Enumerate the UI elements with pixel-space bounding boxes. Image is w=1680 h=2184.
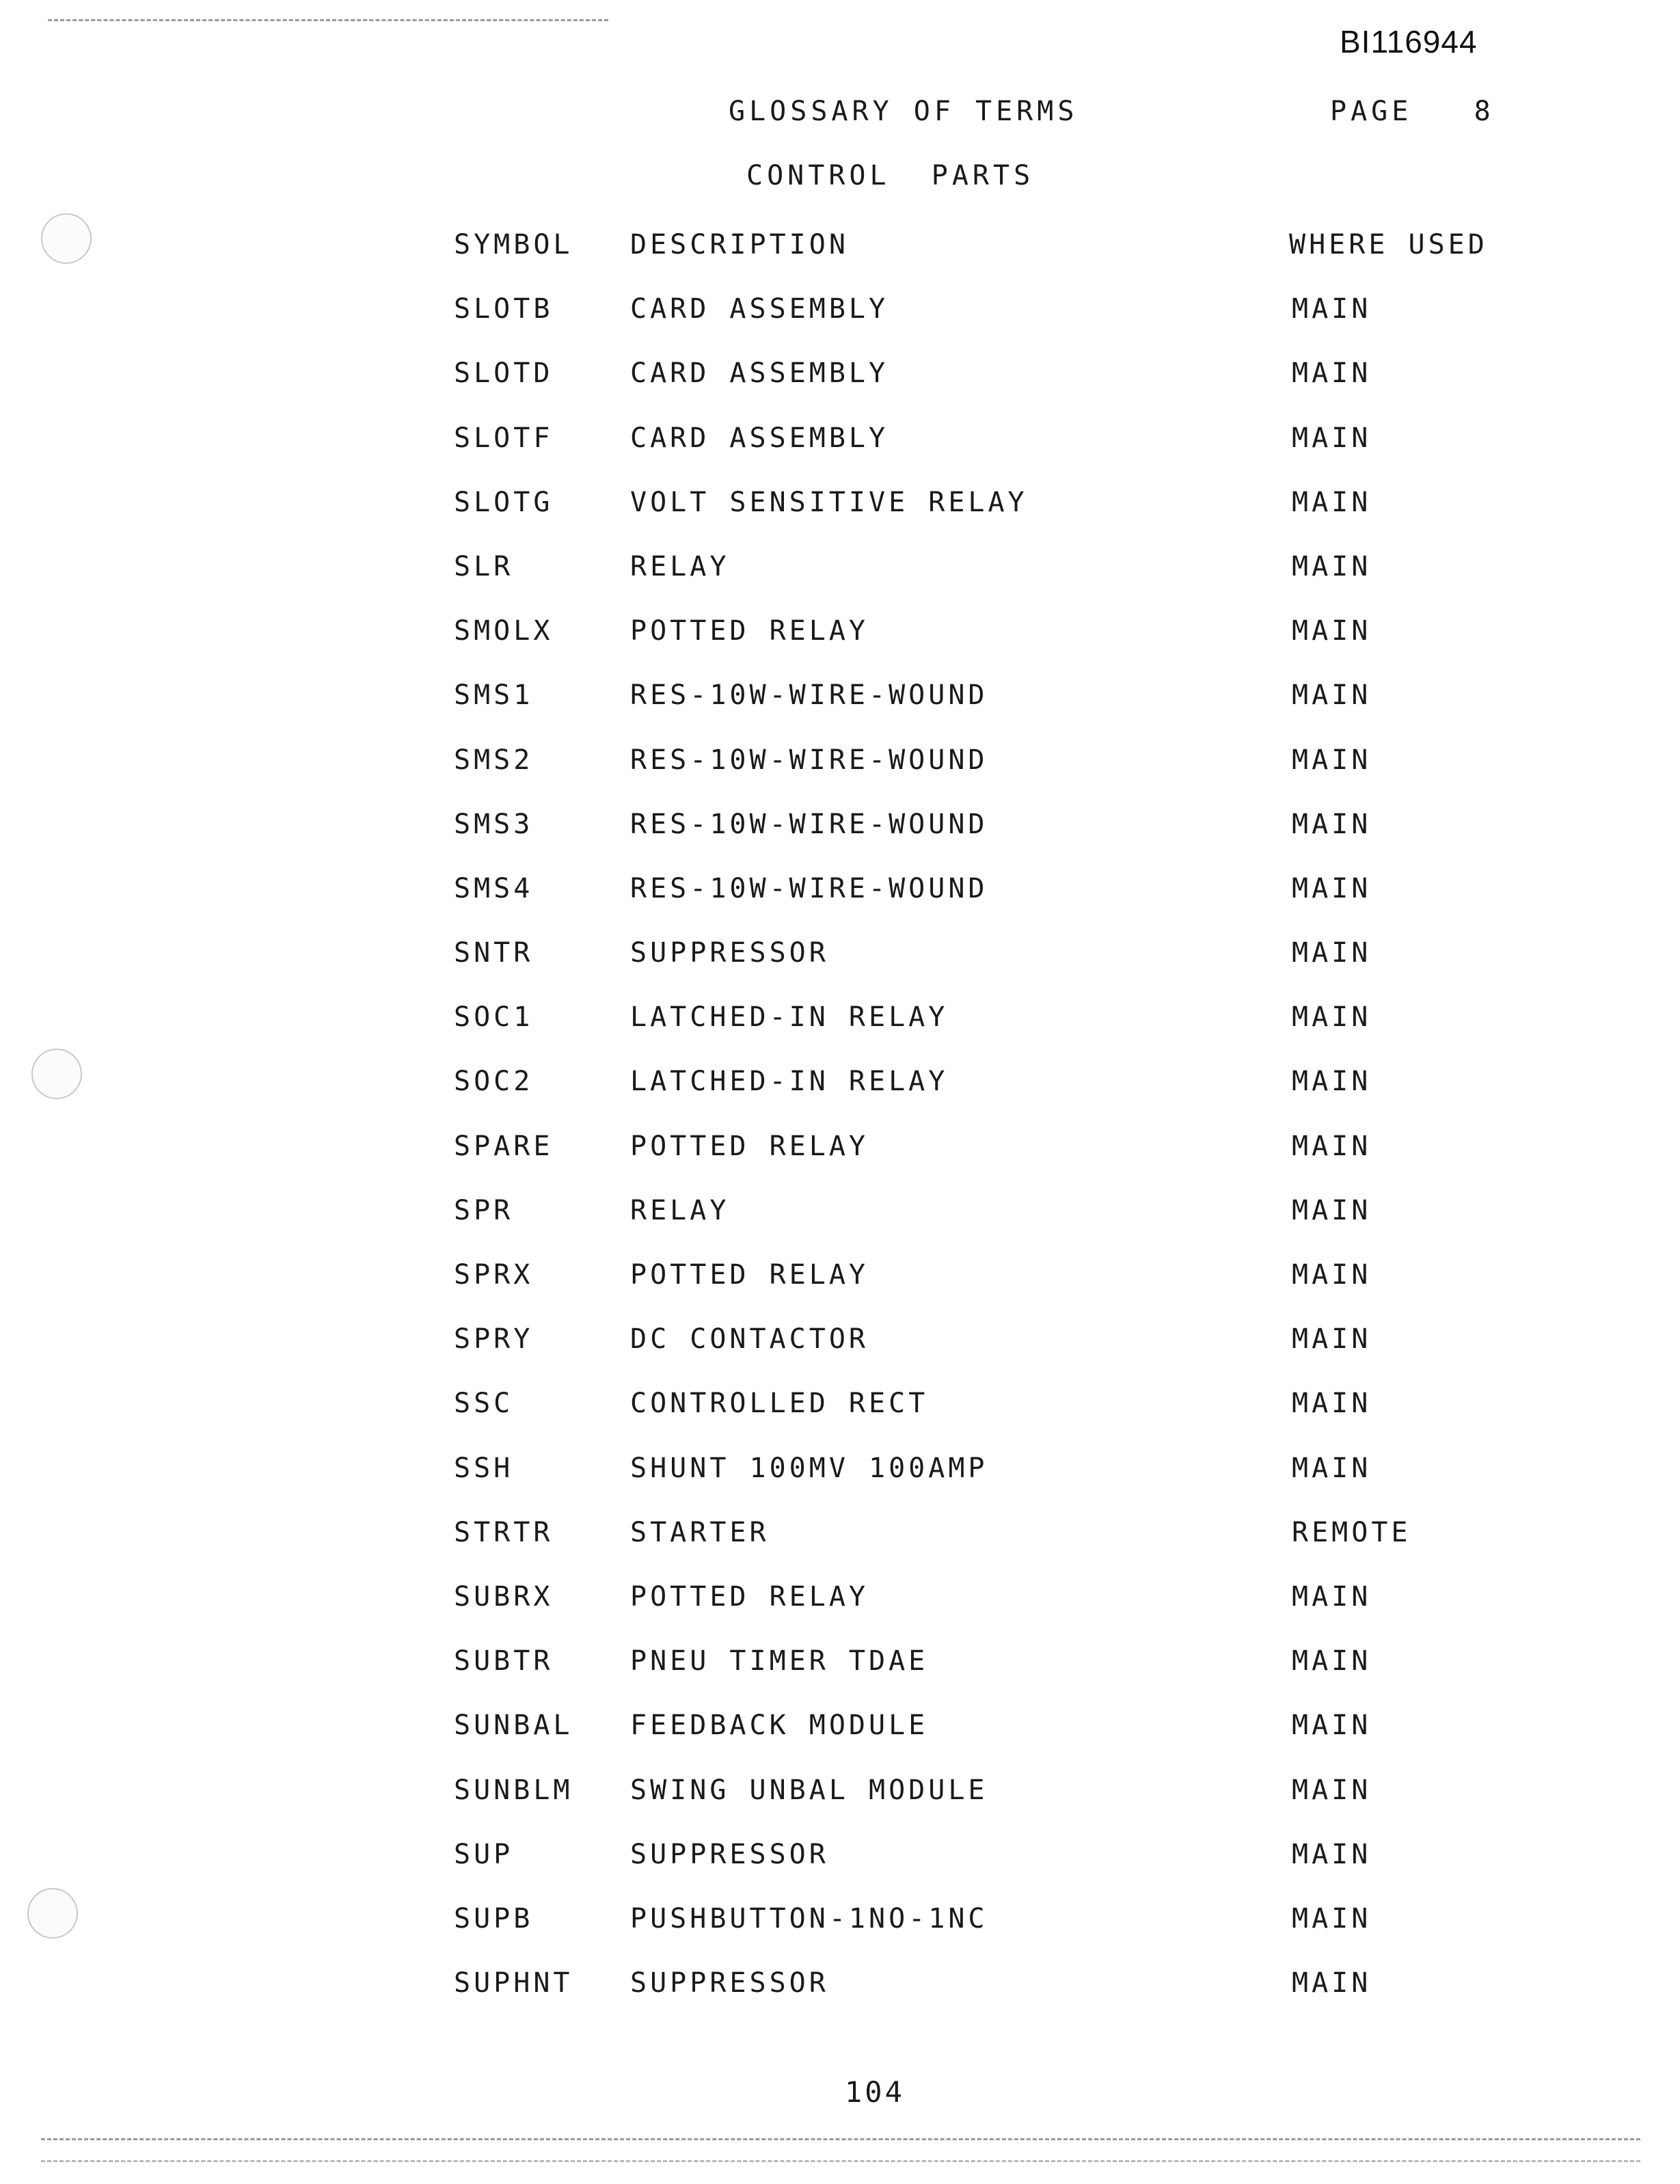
cell-description: CARD ASSEMBLY xyxy=(630,293,889,325)
cell-description: DC CONTACTOR xyxy=(630,1323,869,1356)
cell-description: RELAY xyxy=(630,1194,730,1226)
table-row xyxy=(454,284,1520,349)
cell-symbol: SLOTD xyxy=(454,358,554,390)
cell-where-used: MAIN xyxy=(1292,1194,1372,1226)
cell-where-used: MAIN xyxy=(1292,486,1372,518)
cell-description: CONTROLLED RECT xyxy=(630,1388,929,1420)
bottom-scan-rule xyxy=(41,2138,1640,2140)
cell-description: SUPPRESSOR xyxy=(630,937,829,969)
table-body xyxy=(454,284,1520,2023)
cell-where-used: MAIN xyxy=(1292,1967,1372,1999)
cell-where-used: MAIN xyxy=(1292,744,1372,776)
header-description: DESCRIPTION xyxy=(630,229,849,260)
table-row xyxy=(454,1572,1520,1636)
glossary-table xyxy=(454,220,1520,2023)
cell-symbol: SMOLX xyxy=(454,615,554,647)
table-row xyxy=(454,349,1520,413)
cell-symbol: SOC1 xyxy=(454,1001,534,1034)
cell-description: SHUNT 100MV 100AMP xyxy=(630,1452,988,1484)
cell-symbol: SPR xyxy=(454,1194,514,1226)
punch-hole-bottom xyxy=(27,1888,78,1939)
table-row xyxy=(454,1830,1520,1894)
table-row xyxy=(454,414,1520,478)
table-row xyxy=(454,1508,1520,1572)
table-row xyxy=(454,1057,1520,1121)
cell-symbol: SMS1 xyxy=(454,679,534,712)
cell-description: PUSHBUTTON-1NO-1NC xyxy=(630,1902,988,1934)
cell-where-used: MAIN xyxy=(1292,422,1372,454)
cell-symbol: SUBTR xyxy=(454,1645,554,1677)
punch-hole-top xyxy=(41,213,92,264)
cell-description: SWING UNBAL MODULE xyxy=(630,1774,988,1806)
cell-description: LATCHED-IN RELAY xyxy=(630,1066,949,1098)
cell-symbol: SLOTG xyxy=(454,486,554,518)
table-row xyxy=(454,1444,1520,1508)
cell-where-used: MAIN xyxy=(1292,937,1372,969)
cell-symbol: SUPHNT xyxy=(454,1967,573,1999)
table-row xyxy=(454,1958,1520,2023)
table-row xyxy=(454,671,1520,735)
cell-symbol: SUP xyxy=(454,1838,514,1870)
cell-description: RES-10W-WIRE-WOUND xyxy=(630,808,988,840)
cell-symbol: SUNBAL xyxy=(454,1710,573,1742)
cell-symbol: SOC2 xyxy=(454,1066,534,1098)
table-row xyxy=(454,606,1520,671)
cell-description: STARTER xyxy=(630,1516,770,1548)
document-id: BI116944 xyxy=(1340,24,1478,59)
cell-where-used: MAIN xyxy=(1292,872,1372,904)
table-row xyxy=(454,864,1520,928)
cell-symbol: SPARE xyxy=(454,1130,554,1162)
page-label: PAGE 8 xyxy=(1330,96,1495,127)
cell-symbol: SMS2 xyxy=(454,744,534,776)
document-title: GLOSSARY OF TERMS xyxy=(729,96,1079,127)
cell-symbol: SLOTB xyxy=(454,293,554,325)
cell-description: RELAY xyxy=(630,550,730,582)
table-row xyxy=(454,542,1520,606)
cell-description: RES-10W-WIRE-WOUND xyxy=(630,872,988,904)
cell-description: FEEDBACK MODULE xyxy=(630,1710,929,1742)
table-row xyxy=(454,1250,1520,1315)
cell-where-used: MAIN xyxy=(1292,550,1372,582)
cell-description: CARD ASSEMBLY xyxy=(630,422,889,454)
table-row xyxy=(454,993,1520,1057)
table-row xyxy=(454,1636,1520,1701)
cell-where-used: MAIN xyxy=(1292,1001,1372,1034)
cell-description: SUPPRESSOR xyxy=(630,1838,829,1870)
cell-symbol: SLOTF xyxy=(454,422,554,454)
cell-where-used: MAIN xyxy=(1292,1710,1372,1742)
table-row xyxy=(454,736,1520,800)
cell-where-used: MAIN xyxy=(1292,1838,1372,1870)
cell-where-used: MAIN xyxy=(1292,1388,1372,1420)
cell-symbol: SUNBLM xyxy=(454,1774,573,1806)
cell-description: SUPPRESSOR xyxy=(630,1967,829,1999)
punch-hole-middle xyxy=(31,1049,82,1099)
cell-symbol: STRTR xyxy=(454,1516,554,1548)
cell-symbol: SMS3 xyxy=(454,808,534,840)
cell-symbol: SLR xyxy=(454,550,514,582)
cell-description: RES-10W-WIRE-WOUND xyxy=(630,679,988,712)
cell-where-used: MAIN xyxy=(1292,1130,1372,1162)
cell-symbol: SUPB xyxy=(454,1902,534,1934)
cell-symbol: SPRX xyxy=(454,1259,534,1291)
cell-where-used: MAIN xyxy=(1292,615,1372,647)
page-number: 104 xyxy=(845,2075,905,2109)
cell-where-used: MAIN xyxy=(1292,358,1372,390)
cell-where-used: MAIN xyxy=(1292,293,1372,325)
table-row xyxy=(454,1701,1520,1765)
cell-description: POTTED RELAY xyxy=(630,1259,869,1291)
bottom-scan-rule-lower xyxy=(41,2160,1640,2162)
cell-description: VOLT SENSITIVE RELAY xyxy=(630,486,1028,518)
cell-symbol: SNTR xyxy=(454,937,534,969)
table-row xyxy=(454,1379,1520,1443)
table-row xyxy=(454,1894,1520,1958)
cell-where-used: REMOTE xyxy=(1292,1516,1411,1548)
table-header-row xyxy=(454,220,1520,284)
header-symbol: SYMBOL xyxy=(454,229,573,260)
cell-where-used: MAIN xyxy=(1292,1774,1372,1806)
cell-where-used: MAIN xyxy=(1292,1580,1372,1613)
cell-symbol: SSC xyxy=(454,1388,514,1420)
table-row xyxy=(454,800,1520,864)
cell-where-used: MAIN xyxy=(1292,1066,1372,1098)
table-row xyxy=(454,1315,1520,1379)
table-row xyxy=(454,1122,1520,1186)
table-row xyxy=(454,1766,1520,1830)
cell-description: POTTED RELAY xyxy=(630,1130,869,1162)
table-row xyxy=(454,478,1520,542)
cell-where-used: MAIN xyxy=(1292,1323,1372,1356)
cell-where-used: MAIN xyxy=(1292,1645,1372,1677)
table-row xyxy=(454,928,1520,993)
cell-symbol: SMS4 xyxy=(454,872,534,904)
cell-where-used: MAIN xyxy=(1292,1902,1372,1934)
section-title: CONTROL PARTS xyxy=(746,160,1035,191)
cell-description: RES-10W-WIRE-WOUND xyxy=(630,744,988,776)
cell-where-used: MAIN xyxy=(1292,1259,1372,1291)
header-where-used: WHERE USED xyxy=(1289,229,1488,260)
cell-description: LATCHED-IN RELAY xyxy=(630,1001,949,1034)
table-row xyxy=(454,1186,1520,1250)
cell-where-used: MAIN xyxy=(1292,1452,1372,1484)
cell-symbol: SPRY xyxy=(454,1323,534,1356)
cell-description: POTTED RELAY xyxy=(630,1580,869,1613)
cell-description: CARD ASSEMBLY xyxy=(630,358,889,390)
cell-description: PNEU TIMER TDAE xyxy=(630,1645,929,1677)
cell-symbol: SSH xyxy=(454,1452,514,1484)
cell-where-used: MAIN xyxy=(1292,679,1372,712)
top-scan-rule xyxy=(48,19,608,21)
cell-symbol: SUBRX xyxy=(454,1580,554,1613)
cell-where-used: MAIN xyxy=(1292,808,1372,840)
cell-description: POTTED RELAY xyxy=(630,615,869,647)
